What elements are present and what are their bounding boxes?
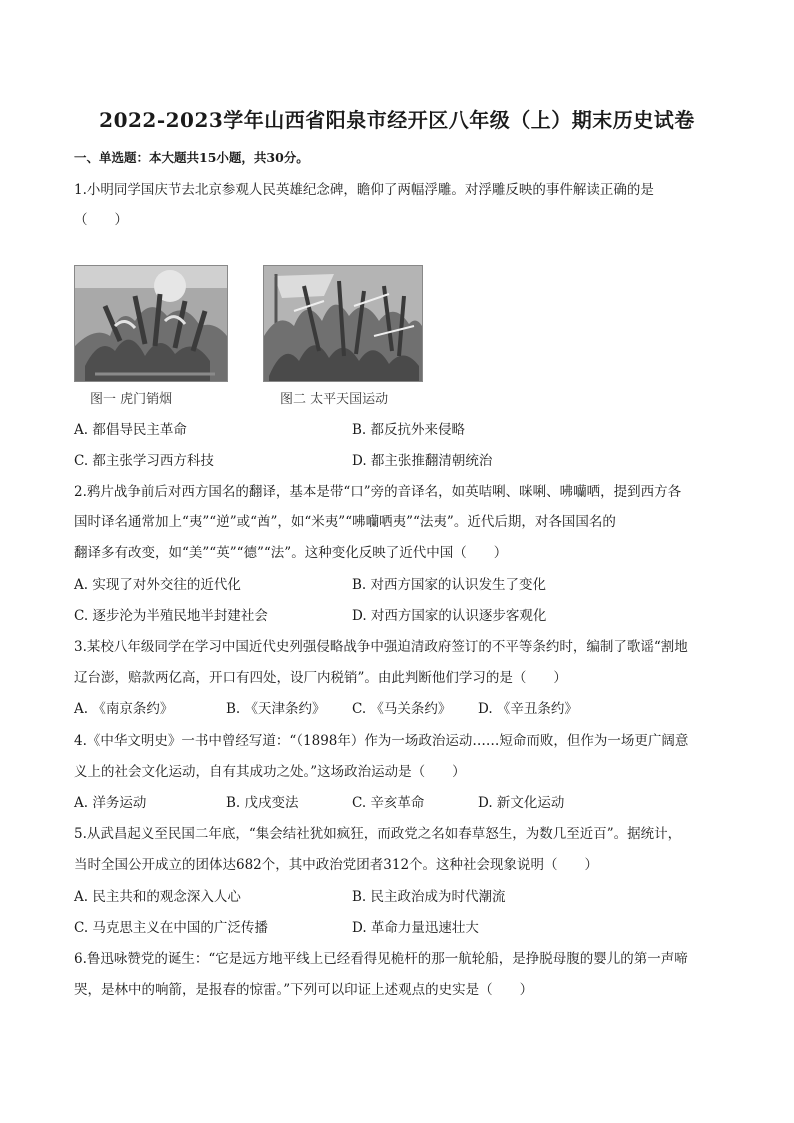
question-2-line-3: 翻译多有改变，如“美”“英”“德”“法”。这种变化反映了近代中国（ ）	[74, 545, 508, 561]
question-4-option-b[interactable]: B. 戊戌变法	[226, 795, 299, 811]
question-3-line-1: 3.某校八年级同学在学习中国近代史列强侵略战争中强迫清政府签订的不平等条约时，编制了歌谣“割地	[74, 639, 688, 655]
question-3-option-b[interactable]: B. 《天津条约》	[226, 701, 326, 717]
question-6-line-2: 哭，是林中的响箭，是报春的惊雷。”下列可以印证上述观点的史实是（ ）	[74, 982, 534, 998]
question-4-option-d[interactable]: D. 新文化运动	[478, 795, 565, 811]
question-5-option-b[interactable]: B. 民主政治成为时代潮流	[352, 889, 506, 905]
figure-1-caption: 图一 虎门销烟	[90, 392, 173, 407]
question-3-option-c[interactable]: C. 《马关条约》	[352, 701, 452, 717]
question-1-line-1: 1.小明同学国庆节去北京参观人民英雄纪念碑，瞻仰了两幅浮雕。对浮雕反映的事件解读正确的是	[74, 182, 654, 198]
question-4-line-2: 义上的社会文化运动，自有其成功之处。”这场政治运动是（ ）	[74, 764, 466, 780]
question-2-option-d[interactable]: D. 对西方国家的认识逐步客观化	[352, 608, 547, 624]
relief-taiping-icon	[264, 266, 422, 381]
question-6-line-1: 6.鲁迅咏赞党的诞生：“它是远方地平线上已经看得见桅杆的那一航轮船，是挣脱母腹的婴儿的第一声啼	[74, 951, 688, 967]
figure-2-image	[263, 265, 423, 382]
question-5-option-d[interactable]: D. 革命力量迅速壮大	[352, 920, 479, 936]
question-3-option-d[interactable]: D. 《辛丑条约》	[478, 701, 578, 717]
question-4-line-1: 4.《中华文明史》一书中曾经写道：“（1898年）作为一场政治运动……短命而败，但作为一场更广阔意	[74, 733, 689, 749]
question-1-option-b[interactable]: B. 都反抗外来侵略	[352, 422, 466, 438]
section-heading: 一、单选题：本大题共15小题，共30分。	[74, 150, 309, 165]
question-2-line-1: 2.鸦片战争前后对西方国名的翻译，基本是带“口”旁的音译名，如英咭唎、咪唎、咈囒哂，提到西方各	[74, 484, 682, 500]
question-4-option-c[interactable]: C. 辛亥革命	[352, 795, 425, 811]
question-3-line-2: 辽台澎，赔款两亿高，开口有四处，设厂内税销”。由此判断他们学习的是（ ）	[74, 670, 567, 686]
figure-2-caption: 图二 太平天国运动	[280, 392, 389, 407]
relief-humen-smoke-icon	[75, 266, 227, 381]
question-1-line-2: （ ）	[74, 212, 128, 228]
question-5-line-2: 当时全国公开成立的团体达682个，其中政治党团者312个。这种社会现象说明（ ）	[74, 857, 599, 873]
question-5-option-c[interactable]: C. 马克思主义在中国的广泛传播	[74, 920, 268, 936]
question-1-option-c[interactable]: C. 都主张学习西方科技	[74, 453, 214, 469]
page-title: 2022-2023学年山西省阳泉市经开区八年级（上）期末历史试卷	[99, 108, 695, 132]
question-2-option-b[interactable]: B. 对西方国家的认识发生了变化	[352, 577, 547, 593]
question-3-option-a[interactable]: A. 《南京条约》	[74, 701, 174, 717]
question-5-line-1: 5.从武昌起义至民国二年底，“集会结社犹如疯狂，而政党之名如春草怒生，为数几至近百”。据统计，	[74, 826, 682, 842]
question-1-option-d[interactable]: D. 都主张推翻清朝统治	[352, 453, 493, 469]
question-2-option-a[interactable]: A. 实现了对外交往的近代化	[74, 577, 241, 593]
figure-1-image	[74, 265, 228, 382]
question-5-option-a[interactable]: A. 民主共和的观念深入人心	[74, 889, 241, 905]
question-4-option-a[interactable]: A. 洋务运动	[74, 795, 147, 811]
question-2-option-c[interactable]: C. 逐步沦为半殖民地半封建社会	[74, 608, 268, 624]
question-1-option-a[interactable]: A. 都倡导民主革命	[74, 422, 187, 438]
question-2-line-2: 国时译名通常加上“夷”“逆”或“酋”，如“米夷”“咈囒哂夷”“法夷”。近代后期，对各国国名的	[74, 514, 616, 530]
